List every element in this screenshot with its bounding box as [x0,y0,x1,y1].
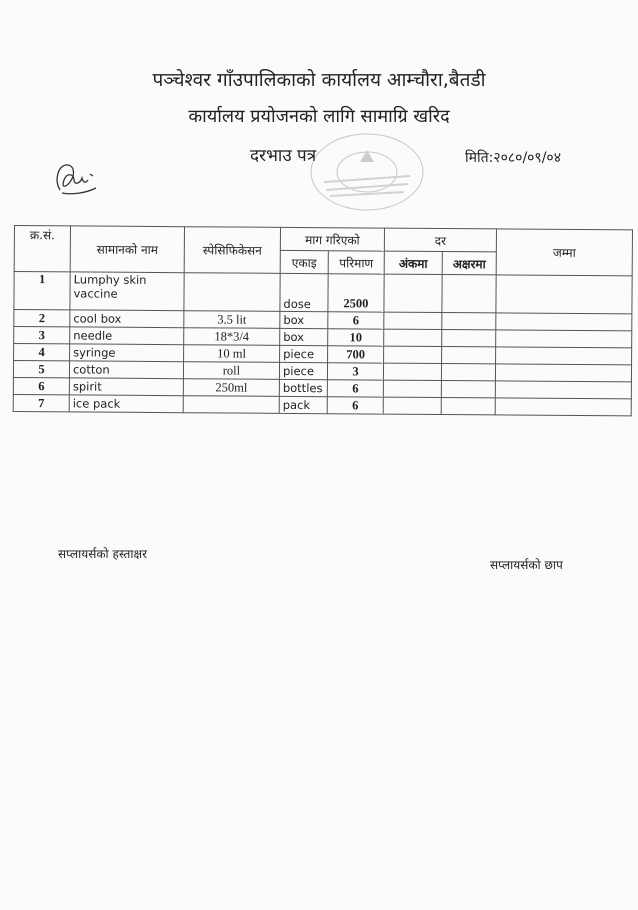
row-qty: 6 [327,397,383,414]
row-total [496,313,632,331]
row-spec [184,273,280,312]
row-unit: piece [280,345,328,362]
header-item-name: सामानको नाम [70,226,184,273]
row-spec: 250ml [183,379,279,397]
row-item-name: ice pack [69,395,183,413]
row-rate-words [441,380,495,397]
row-total [495,398,631,416]
row-rate-words [442,312,496,329]
row-total [496,275,632,314]
row-item-name: spirit [69,378,183,396]
row-sn: 1 [14,272,70,310]
row-total [496,330,632,348]
row-qty: 10 [328,329,384,346]
row-unit: box [280,311,328,328]
row-sn: 5 [13,361,69,378]
row-unit: dose [280,273,328,311]
row-total [495,381,631,399]
header-total: जम्मा [496,229,632,276]
row-item-name: cotton [69,361,183,379]
row-rate-figures [383,363,441,380]
header-specification: स्पेसिफिकेसन [184,227,280,274]
row-unit: bottles [279,379,327,396]
header-quantity: परिमाण [328,251,384,274]
row-rate-words [442,274,496,312]
row-qty: 6 [328,312,384,329]
supplier-stamp-label: सप्लायर्सको छाप [490,558,563,572]
row-spec: 18*3/4 [184,328,280,346]
row-qty: 3 [327,363,383,380]
document-type: दरभाउ पत्र [250,146,317,166]
row-spec: 10 ml [184,345,280,363]
row-unit: pack [279,396,327,413]
row-rate-words [441,397,495,414]
handwritten-initials [52,160,102,198]
table-row [14,272,632,314]
row-spec: 3.5 lit [184,311,280,329]
row-total [496,347,632,365]
row-rate-figures [384,312,442,329]
subject-title: कार्यालय प्रयोजनको लागि सामाग्रि खरिद [188,106,450,127]
row-qty: 2500 [328,274,384,312]
row-sn: 3 [14,327,70,344]
header-in-words: अक्षरमा [442,251,496,274]
row-sn: 7 [13,394,69,411]
table-row [13,394,631,415]
row-sn: 2 [14,310,70,327]
row-item-name: syringe [70,344,184,362]
row-unit: piece [279,362,327,379]
row-unit: box [280,328,328,345]
row-item-name: cool box [70,310,184,328]
row-rate-figures [383,380,441,397]
office-seal-icon [308,132,426,212]
row-rate-words [441,363,495,380]
row-spec [183,396,279,414]
row-qty: 700 [328,346,384,363]
header-in-figures: अंकमा [384,251,442,274]
header-sn: क्र.सं. [14,226,70,272]
row-item-name: Lumphy skin vaccine [70,272,184,311]
office-title: पञ्चेश्वर गाँउपालिकाको कार्यालय आम्चौरा,बैतडी [152,69,486,91]
row-rate-figures [384,346,442,363]
row-total [495,364,631,382]
items-table [13,225,633,416]
row-rate-figures [384,274,442,312]
header-demanded: माग गरिएको [280,227,384,251]
row-rate-words [442,346,496,363]
date-label: मिति:२०८०/०९/०४ [465,150,561,166]
row-rate-figures [384,329,442,346]
row-sn: 4 [14,344,70,361]
row-sn: 6 [13,377,69,394]
header-unit: एकाइ [280,250,328,273]
row-spec: roll [183,362,279,380]
row-rate-words [442,329,496,346]
table-header-row [14,226,632,253]
row-rate-figures [383,397,441,414]
row-item-name: needle [70,327,184,345]
header-rate: दर [384,228,496,252]
row-qty: 6 [327,380,383,397]
supplier-signature-label: सप्लायर्सको हस्ताक्षर [58,547,147,561]
